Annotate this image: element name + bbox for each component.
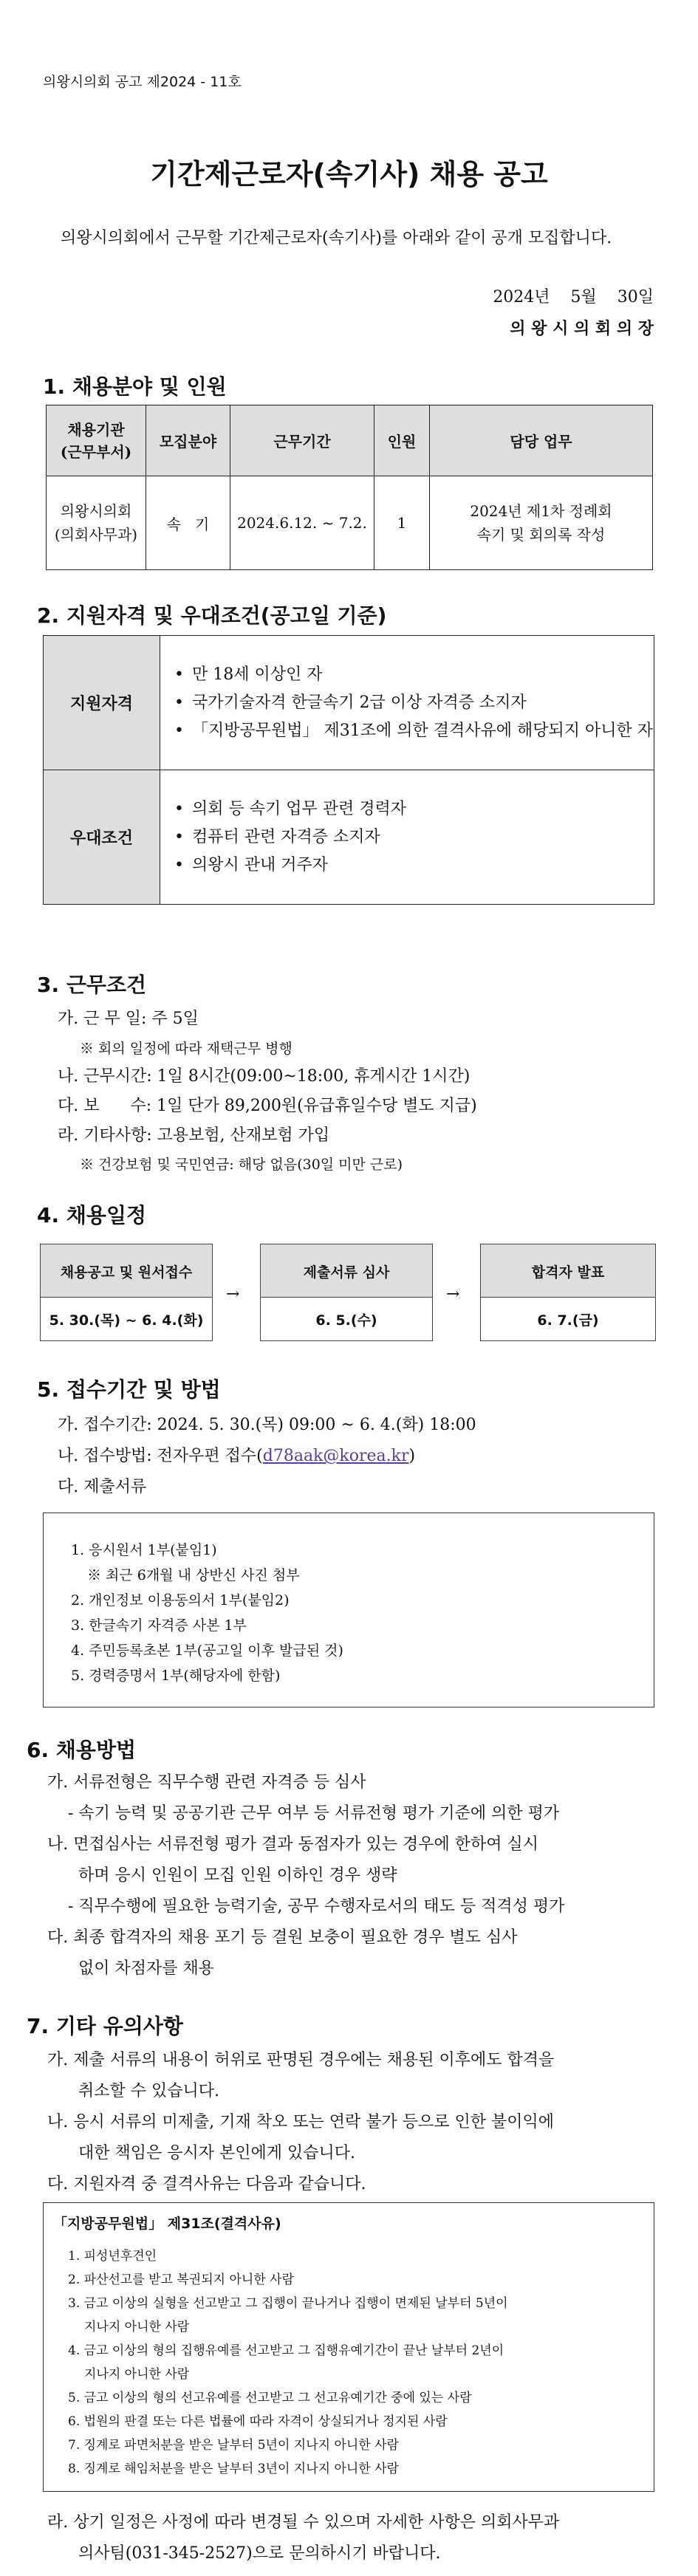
pref-item: • 의왕시 관내 거주자 — [174, 852, 653, 880]
disq-item: 2. 파산선고를 받고 복권되지 아니한 사람 — [68, 2272, 294, 2287]
section-2-title: 2. 지원자격 및 우대조건(공고일 기준) — [37, 603, 387, 628]
th-field: 모집분야 — [146, 405, 230, 476]
qualification-table — [43, 635, 654, 905]
etc-cont: 대한 책임은 응시자 본인에게 있습니다. — [78, 2144, 355, 2162]
recruit-table — [46, 405, 653, 570]
method-line: 나. 면접심사는 서류전형 평가 결과 동점자가 있는 경우에 한하여 실시 — [47, 1835, 538, 1854]
cond-etc: 라. 기타사항: 고용보험, 산재보험 가입 — [58, 1126, 330, 1145]
stage-2-date: 6. 5.(수) — [260, 1297, 433, 1341]
section-3-title: 3. 근무조건 — [37, 973, 147, 997]
stage-1-date: 5. 30.(목) ~ 6. 4.(화) — [40, 1297, 213, 1341]
td-field: 속 기 — [146, 476, 230, 570]
apply-method-suffix: ) — [408, 1447, 416, 1465]
cond-days: 가. 근 무 일: 주 5일 — [58, 1010, 199, 1028]
stage-2-label: 제출서류 심사 — [260, 1244, 433, 1298]
disq-item: 1. 피성년후견인 — [68, 2249, 157, 2264]
td-duty: 2024년 제1차 정례회 속기 및 회의록 작성 — [430, 476, 653, 570]
arrow-icon: → — [446, 1285, 460, 1304]
etc-line: 가. 제출 서류의 내용이 허위로 판명된 경우에는 채용된 이후에도 합격을 — [47, 2051, 555, 2069]
qual-item: • 「지방공무원법」 제31조에 의한 결격사유에 해당되지 아니한 자 — [174, 717, 653, 745]
docs-label: 다. 제출서류 — [58, 1478, 147, 1496]
section-4-title: 4. 채용일정 — [37, 1203, 147, 1227]
method-line: 다. 최종 합격자의 채용 포기 등 결원 보충이 필요한 경우 별도 심사 — [47, 1928, 518, 1947]
cond-note-2: ※ 건강보험 및 국민연금: 해당 없음(30일 미만 근로) — [80, 1157, 403, 1173]
td-agency: 의왕시의회 (의회사무과) — [47, 476, 146, 570]
method-cont: 하며 응시 인원이 모집 인원 이하인 경우 생략 — [78, 1866, 397, 1885]
pref-cell — [160, 770, 654, 905]
stage-1-label: 채용공고 및 원서접수 — [40, 1244, 213, 1298]
apply-method — [58, 1443, 415, 1466]
section-5-title: 5. 접수기간 및 방법 — [37, 1377, 221, 1402]
doc-item: 2. 개인정보 이용동의서 1부(붙임2) — [71, 1592, 290, 1609]
qual-cell — [160, 636, 654, 770]
th-agency: 채용기관 (근무부서) — [47, 405, 146, 476]
td-count: 1 — [374, 476, 430, 570]
disq-item: 7. 징계로 파면처분을 받은 날부터 5년이 지나지 아니한 사람 — [68, 2438, 399, 2453]
intro-text: 의왕시의회에서 근무할 기간제근로자(속기사)를 아래와 같이 공개 모집합니다. — [61, 229, 612, 247]
doc-item: 3. 한글속기 자격증 사본 1부 — [71, 1617, 247, 1634]
disq-item: 8. 징계로 해임처분을 받은 날부터 3년이 지나지 아니한 사람 — [68, 2462, 399, 2476]
notice-date: 2024년 5월 30일 — [493, 288, 654, 306]
section-7-title: 7. 기타 유의사항 — [27, 2014, 183, 2038]
qual-item: • 만 18세 이상인 자 — [174, 661, 653, 689]
notice-number: 의왕시의회 공고 제2024 - 11호 — [43, 74, 242, 90]
disq-item: 3. 금고 이상의 실형을 선고받고 그 집행이 끝나거나 집행이 면제된 날부터 5년이 — [68, 2296, 508, 2311]
apply-period: 가. 접수기간: 2024. 5. 30.(목) 09:00 ~ 6. 4.(화) 18:00 — [58, 1416, 476, 1434]
method-cont: 없이 차점자를 채용 — [78, 1959, 215, 1978]
doc-item: 4. 주민등록초본 1부(공고일 이후 발급된 것) — [71, 1642, 343, 1659]
pref-item: • 컴퓨터 관련 자격증 소지자 — [174, 823, 653, 852]
apply-method-label: 나. 접수방법: 전자우편 접수( — [58, 1447, 263, 1465]
page-title: 기간제근로자(속기사) 채용 공고 — [150, 158, 548, 191]
issuer: 의 왕 시 의 회 의 장 — [510, 319, 654, 338]
doc-item: 1. 응시원서 1부(붙임1) — [71, 1542, 217, 1558]
qual-label: 지원자격 — [44, 636, 160, 770]
td-period: 2024.6.12. ~ 7.2. — [230, 476, 374, 570]
contact-line: 라. 상기 일정은 사정에 따라 변경될 수 있으며 자세한 사항은 의회사무과 — [47, 2513, 560, 2532]
doc-note: ※ 최근 6개월 내 상반신 사진 첨부 — [87, 1567, 300, 1583]
section-6-title: 6. 채용방법 — [27, 1738, 137, 1762]
th-count: 인원 — [374, 405, 430, 476]
method-sub: - 직무수행에 필요한 능력기술, 공무 수행자로서의 태도 등 적격성 평가 — [68, 1897, 565, 1916]
cond-hours: 나. 근무시간: 1일 8시간(09:00~18:00, 휴게시간 1시간) — [58, 1067, 471, 1086]
stage-3-date: 6. 7.(금) — [480, 1297, 656, 1341]
email-link[interactable]: d78aak@korea.kr — [262, 1447, 409, 1465]
doc-item: 5. 경력증명서 1부(해당자에 한함) — [71, 1668, 281, 1684]
contact-cont: 의사팀(031-345-2527)으로 문의하시기 바랍니다. — [78, 2544, 441, 2563]
disqualification-title: 「지방공무원법」 제31조(결격사유) — [53, 2216, 281, 2232]
th-period: 근무기간 — [230, 405, 374, 476]
section-1-title: 1. 채용분야 및 인원 — [43, 374, 227, 399]
qual-item: • 국가기술자격 한글속기 2급 이상 자격증 소지자 — [174, 689, 653, 717]
disq-item: 6. 법원의 판결 또는 다른 법률에 따라 자격이 상실되거나 정지된 사람 — [68, 2414, 448, 2429]
disq-cont: 지나지 아니한 사람 — [84, 2320, 190, 2334]
cond-note-1: ※ 회의 일정에 따라 재택근무 병행 — [80, 1041, 292, 1057]
disq-item: 4. 금고 이상의 형의 집행유예를 선고받고 그 집행유예기간이 끝난 날부터 2년이 — [68, 2343, 504, 2358]
disq-cont: 지나지 아니한 사람 — [84, 2367, 190, 2382]
disq-item: 5. 금고 이상의 형의 선고유예를 선고받고 그 선고유예기간 중에 있는 사람 — [68, 2391, 472, 2405]
pref-item: • 의회 등 속기 업무 관련 경력자 — [174, 795, 653, 823]
pref-label: 우대조건 — [44, 770, 160, 905]
arrow-icon: → — [226, 1285, 240, 1304]
cond-pay: 다. 보 수: 1일 단가 89,200원(유급휴일수당 별도 지급) — [58, 1097, 477, 1115]
etc-line: 나. 응시 서류의 미제출, 기재 착오 또는 연락 불가 등으로 인한 불이익에 — [47, 2113, 554, 2131]
stage-3-label: 합격자 발표 — [480, 1244, 656, 1298]
etc-line: 다. 지원자격 중 결격사유는 다음과 같습니다. — [47, 2175, 366, 2193]
method-sub: - 속기 능력 및 공공기관 근무 여부 등 서류전형 평가 기준에 의한 평가 — [68, 1804, 560, 1823]
etc-cont: 취소할 수 있습니다. — [78, 2082, 219, 2100]
th-duty: 담당 업무 — [430, 405, 653, 476]
method-line: 가. 서류전형은 직무수행 관련 자격증 등 심사 — [47, 1773, 366, 1792]
